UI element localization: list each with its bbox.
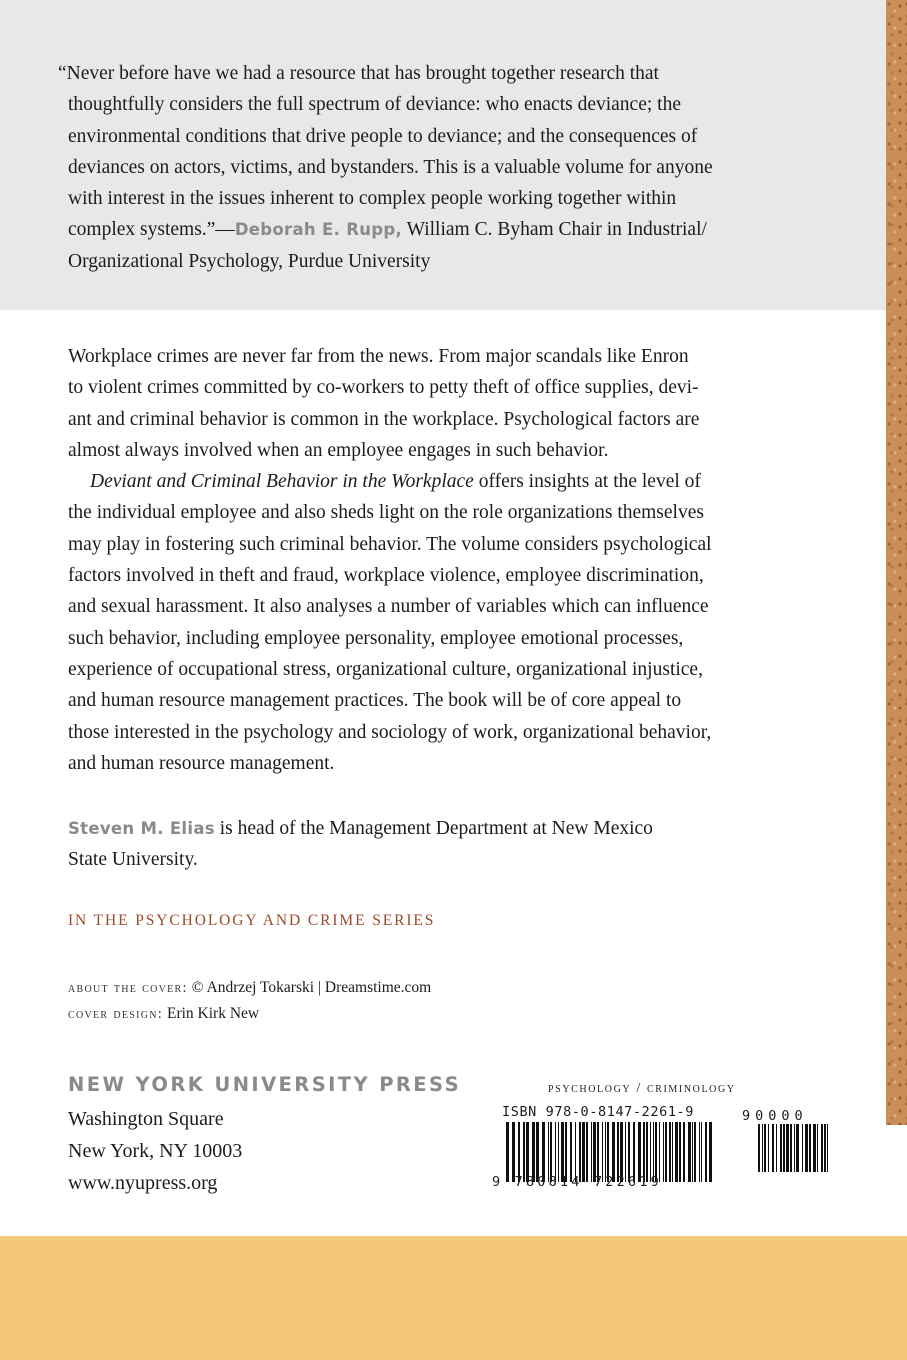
quote-line: thoughtfully considers the full spectrum of deviance: who enacts deviance; the bbox=[68, 94, 681, 116]
price-code: 90000 bbox=[742, 1108, 808, 1124]
ean-barcode-bars bbox=[506, 1122, 712, 1182]
barcode-bar bbox=[688, 1122, 691, 1182]
barcode-bar bbox=[542, 1122, 545, 1182]
barcode-bar bbox=[762, 1124, 763, 1172]
book-description bbox=[68, 341, 848, 779]
author-bio-text: is head of the Management Department at New Mexico bbox=[214, 818, 653, 839]
barcode-bar bbox=[555, 1122, 556, 1182]
barcode-bar bbox=[780, 1124, 782, 1172]
barcode-bar bbox=[506, 1122, 509, 1182]
barcode-bar bbox=[672, 1122, 673, 1182]
quote-line: deviances on actors, victims, and bystanders. This is a valuable volume for anyone bbox=[68, 156, 713, 178]
isbn-barcode bbox=[492, 1104, 832, 1194]
cork-texture-edge bbox=[886, 0, 907, 1125]
barcode-bar bbox=[817, 1124, 818, 1172]
barcode-bar bbox=[783, 1124, 785, 1172]
barcode-bar bbox=[675, 1122, 678, 1182]
author-bio bbox=[68, 813, 848, 876]
barcode-bar bbox=[669, 1122, 671, 1182]
barcode-bar bbox=[620, 1122, 623, 1182]
barcode-bar bbox=[575, 1122, 576, 1182]
bottom-color-band bbox=[0, 1236, 907, 1360]
author-bio-line bbox=[68, 813, 848, 844]
author-name: Steven M. Elias bbox=[68, 819, 215, 838]
barcode-bar bbox=[694, 1122, 696, 1182]
barcode-bar bbox=[776, 1124, 777, 1172]
barcode-bar bbox=[570, 1122, 572, 1182]
barcode-bar bbox=[518, 1122, 520, 1182]
quote-line bbox=[58, 214, 873, 245]
category-secondary: criminology bbox=[646, 1081, 736, 1096]
barcode-digits: 9 780814 722619 bbox=[492, 1174, 662, 1190]
cover-credit-value: © Andrzej Tokarski | Dreamstime.com bbox=[187, 979, 432, 996]
barcode-bar bbox=[665, 1122, 667, 1182]
category-primary: psychology bbox=[548, 1081, 632, 1096]
description-line: such behavior, including employee personality, employee emotional processes, bbox=[68, 627, 684, 649]
description-line: may play in fostering such criminal behavior. The volume considers psychological bbox=[68, 533, 712, 555]
barcode-bar bbox=[663, 1122, 664, 1182]
quote-line: Organizational Psychology, Purdue University bbox=[68, 250, 431, 272]
barcode-bar bbox=[679, 1122, 681, 1182]
barcode-bar bbox=[655, 1122, 657, 1182]
barcode-bar bbox=[579, 1122, 581, 1182]
address-line: New York, NY 10003 bbox=[68, 1140, 243, 1162]
barcode-bar bbox=[548, 1122, 549, 1182]
description-line: and human resource management practices. The book will be of core appeal to bbox=[68, 690, 682, 712]
description-line: the individual employee and also sheds light on the role organizations themselves bbox=[68, 502, 704, 524]
barcode-bar bbox=[550, 1122, 552, 1182]
barcode-bar bbox=[523, 1122, 525, 1182]
barcode-bar bbox=[593, 1122, 596, 1182]
description-line: and sexual harassment. It also analyses a number of variables which can influence bbox=[68, 596, 709, 618]
addon-barcode-bars bbox=[758, 1124, 830, 1172]
barcode-bar bbox=[612, 1122, 615, 1182]
quote-text: complex systems.”— bbox=[68, 219, 235, 241]
address-line: Washington Square bbox=[68, 1108, 224, 1130]
barcode-bar bbox=[558, 1122, 559, 1182]
barcode-bar bbox=[786, 1124, 789, 1172]
barcode-bar bbox=[536, 1122, 539, 1182]
description-line: those interested in the psychology and sociology of work, organizational behavior, bbox=[68, 721, 712, 743]
barcode-bar bbox=[643, 1122, 645, 1182]
description-line: Workplace crimes are never far from the news. From major scandals like Enron bbox=[68, 346, 689, 367]
design-credit-value: Erin Kirk New bbox=[163, 1005, 260, 1022]
barcode-bar bbox=[628, 1122, 630, 1182]
barcode-bar bbox=[633, 1122, 635, 1182]
author-bio-line: State University. bbox=[68, 849, 198, 871]
endorser-title: William C. Byham Chair in Industrial/ bbox=[402, 219, 707, 241]
cover-design-credit bbox=[68, 1001, 431, 1027]
cover-credit-label: about the cover: bbox=[68, 980, 188, 996]
endorsement-quote bbox=[58, 58, 873, 277]
barcode-bar bbox=[813, 1124, 816, 1172]
barcode-bar bbox=[512, 1122, 515, 1182]
book-title: Deviant and Criminal Behavior in the Workplace bbox=[90, 471, 474, 493]
description-line: factors involved in theft and fraud, workplace violence, employee discrimination, bbox=[68, 565, 704, 587]
barcode-bar bbox=[794, 1124, 795, 1172]
barcode-bar bbox=[659, 1122, 660, 1182]
barcode-bar bbox=[764, 1124, 766, 1172]
description-line bbox=[68, 466, 848, 497]
barcode-bar bbox=[617, 1122, 619, 1182]
barcode-bar bbox=[591, 1122, 592, 1182]
quote-line: environmental conditions that drive people to deviance; and the consequences of bbox=[68, 125, 698, 147]
endorser-name: Deborah E. Rupp, bbox=[234, 220, 403, 240]
barcode-bar bbox=[701, 1122, 702, 1182]
barcode-bar bbox=[526, 1122, 529, 1182]
subject-category bbox=[548, 1081, 736, 1097]
barcode-bar bbox=[805, 1124, 808, 1172]
barcode-bar bbox=[586, 1122, 588, 1182]
description-line: to violent crimes committed by co-workers to petty theft of office supplies, devi- bbox=[68, 377, 699, 399]
barcode-bar bbox=[653, 1122, 654, 1182]
barcode-bar bbox=[602, 1122, 603, 1182]
barcode-bar bbox=[646, 1122, 648, 1182]
barcode-bar bbox=[650, 1122, 651, 1182]
barcode-bar bbox=[705, 1122, 707, 1182]
publisher-name: NEW YORK UNIVERSITY PRESS bbox=[68, 1073, 462, 1096]
barcode-bar bbox=[821, 1124, 823, 1172]
description-line: almost always involved when an employee engages in such behavior. bbox=[68, 439, 609, 461]
cover-photo-credit bbox=[68, 975, 431, 1001]
barcode-bar bbox=[561, 1122, 564, 1182]
category-separator: / bbox=[631, 1081, 647, 1096]
barcode-bar bbox=[582, 1122, 585, 1182]
barcode-bar bbox=[605, 1122, 606, 1182]
barcode-bar bbox=[638, 1122, 641, 1182]
publisher-address bbox=[68, 1103, 242, 1199]
barcode-bar bbox=[565, 1122, 567, 1182]
isbn-label: ISBN 978-0-8147-2261-9 bbox=[502, 1104, 695, 1120]
series-title: IN THE PSYCHOLOGY AND CRIME SERIES bbox=[68, 912, 436, 929]
description-text: offers insights at the level of bbox=[473, 471, 701, 493]
cover-credits bbox=[68, 975, 431, 1027]
barcode-bar bbox=[699, 1122, 700, 1182]
barcode-bar bbox=[597, 1122, 599, 1182]
quote-line: with interest in the issues inherent to complex people working together within bbox=[68, 188, 677, 210]
description-line: experience of occupational stress, organizational culture, organizational injustice, bbox=[68, 658, 703, 680]
barcode-bar bbox=[802, 1124, 803, 1172]
barcode-bar bbox=[758, 1124, 760, 1172]
quote-line: “Never before have we had a resource that has brought together research that bbox=[58, 63, 659, 84]
barcode-bar bbox=[824, 1124, 826, 1172]
barcode-bar bbox=[809, 1124, 811, 1172]
design-credit-label: cover design: bbox=[68, 1006, 164, 1022]
publisher-website: www.nyupress.org bbox=[68, 1172, 218, 1194]
barcode-bar bbox=[692, 1122, 693, 1182]
barcode-bar bbox=[607, 1122, 609, 1182]
description-line: and human resource management. bbox=[68, 752, 335, 774]
barcode-bar bbox=[532, 1122, 535, 1182]
barcode-bar bbox=[768, 1124, 769, 1172]
barcode-bar bbox=[827, 1124, 828, 1172]
barcode-bar bbox=[625, 1122, 626, 1182]
barcode-bar bbox=[796, 1124, 799, 1172]
barcode-bar bbox=[772, 1124, 774, 1172]
barcode-bar bbox=[790, 1124, 792, 1172]
description-line: ant and criminal behavior is common in the workplace. Psychological factors are bbox=[68, 408, 700, 430]
barcode-bar bbox=[683, 1122, 685, 1182]
barcode-bar bbox=[709, 1122, 712, 1182]
